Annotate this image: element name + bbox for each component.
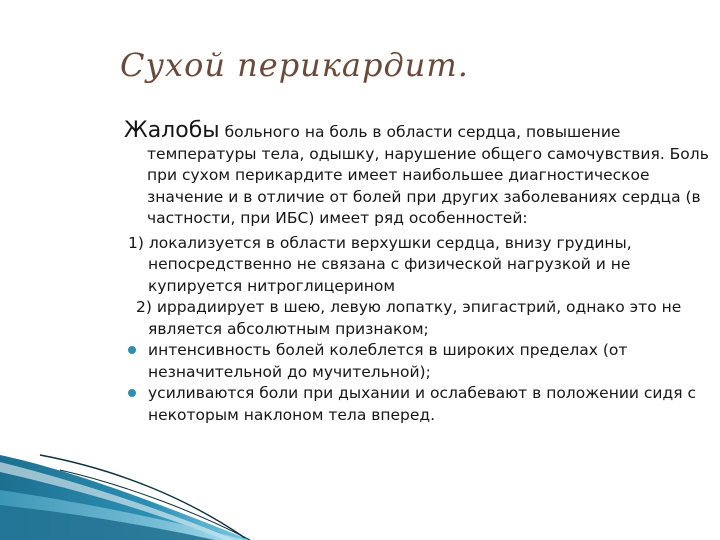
point-1: 1) локализуется в области верхушки сердца, внизу грудины, непосредственно не связана с физической нагрузкой и не купируется нитроглицерином	[128, 233, 632, 295]
bullet-dot-icon	[128, 389, 136, 397]
bullet-item	[124, 340, 714, 383]
point-2: 2) иррадиирует в шею, левую лопатку, эпигастрий, однако это не является абсолютным признаком;	[136, 298, 682, 338]
slide-title: Сухой перикардит.	[120, 46, 469, 84]
bullet-item	[124, 383, 714, 426]
bullet-dot-icon	[128, 346, 136, 354]
slide-body	[124, 120, 714, 426]
bullet-text: интенсивность болей колеблется в широких пределах (от незначительной до мучительной);	[148, 341, 628, 381]
lead-text: больного на боль в области сердца, повышение температуры тела, одышку, нарушение общего самочувствия. Боль при сухом перикардите имеет наибольшее диагностическое значение и в отличие от болей при других заболеваниях сердца (в частности, при ИБС) имеет ряд особенностей:	[147, 123, 709, 227]
bullet-text: усиливаются боли при дыхании и ослабевают в положении сидя с некоторым наклоном тела вперед.	[148, 384, 696, 424]
complaints-paragraph	[124, 120, 714, 230]
lead-word: Жалобы	[124, 118, 220, 143]
